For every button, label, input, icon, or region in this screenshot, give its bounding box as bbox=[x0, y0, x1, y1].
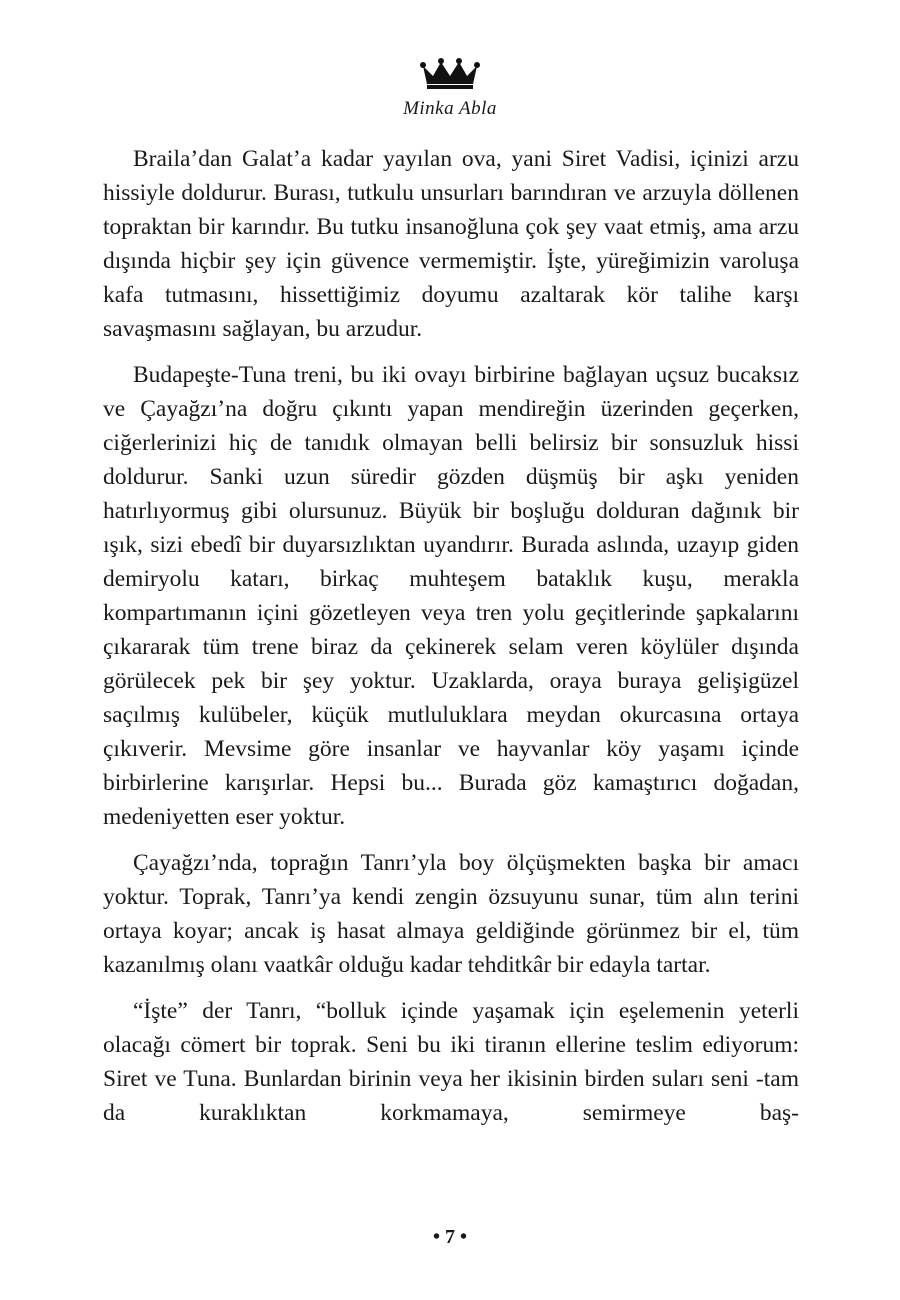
page-number: • 7 • bbox=[432, 1226, 467, 1248]
paragraph-4: “İşte” der Tanrı, “bolluk içinde yaşamak için eşelemenin yeterli olacağı cömert bir toprak. Seni bu iki tiranın ellerine teslim ediyorum: Siret ve Tuna. Bunlardan birinin veya her ikisinin birden suları seni -tam da kuraklıktan korkmamaya, semirmeye baş- bbox=[103, 998, 799, 1126]
running-head: Minka Abla bbox=[403, 98, 497, 119]
page-body bbox=[103, 142, 799, 1142]
paragraph-1: Braila’dan Galat’a kadar yayılan ova, yani Siret Vadisi, içinizi arzu hissiyle doldurur. Burası, tutkulu unsurları barındıran ve arzuyla döllenen topraktan bir karındır. Bu tutku insanoğluna çok şey vaat etmiş, ama arzu dışında hiçbir şey için güvence vermemiştir. İşte, yüreğimizin varoluşa kafa tutmasını, hissettiğimiz doyumu azaltarak kör talihe karşı savaşmasını sağlayan, bu arzudur. bbox=[103, 146, 799, 342]
paragraph-3: Çayağzı’nda, toprağın Tanrı’yla boy ölçüşmekten başka bir amacı yoktur. Toprak, Tanrı’ya kendi zengin özsuyunu sunar, tüm alın terini ortaya koyar; ancak iş hasat almaya geldiğinde görünmez bir el, tüm kazanılmış olanı vaatkâr olduğu kadar tehditkâr bir edayla tartar. bbox=[103, 850, 799, 978]
paragraph-2: Budapeşte-Tuna treni, bu iki ovayı birbirine bağlayan uçsuz bucaksız ve Çayağzı’na doğru çıkıntı yapan mendireğin üzerinden geçerken, ciğerlerinizi hiç de tanıdık olmayan belli belirsiz bir sonsuzluk hissi doldurur. Sanki uzun süredir gözden düşmüş bir aşkı yeniden hatırlıyormuş gibi olursunuz. Büyük bir boşluğu dolduran dağınık bir ışık, sizi ebedî bir duyarsızlıktan uyandırır. Burada aslında, uzayıp giden demiryolu katarı, birkaç muhteşem bataklık kuşu, merakla kompartımanın içini gözetleyen veya tren yolu geçitlerinde şapkalarını çıkararak tüm trene biraz da çekinerek selam veren köylüler dışında görülecek pek bir şey yoktur. Uzaklarda, oraya buraya gelişigüzel saçılmış kulübeler, küçük mutluluklara meydan okurcasına ortaya çıkıverir. Mevsime göre insanlar ve hayvanlar köy yaşamı içinde birbirlerine karışırlar. Hepsi bu... Burada göz kamaştırıcı doğadan, medeniyetten eser yoktur. bbox=[103, 362, 799, 830]
crown-icon bbox=[419, 56, 481, 90]
